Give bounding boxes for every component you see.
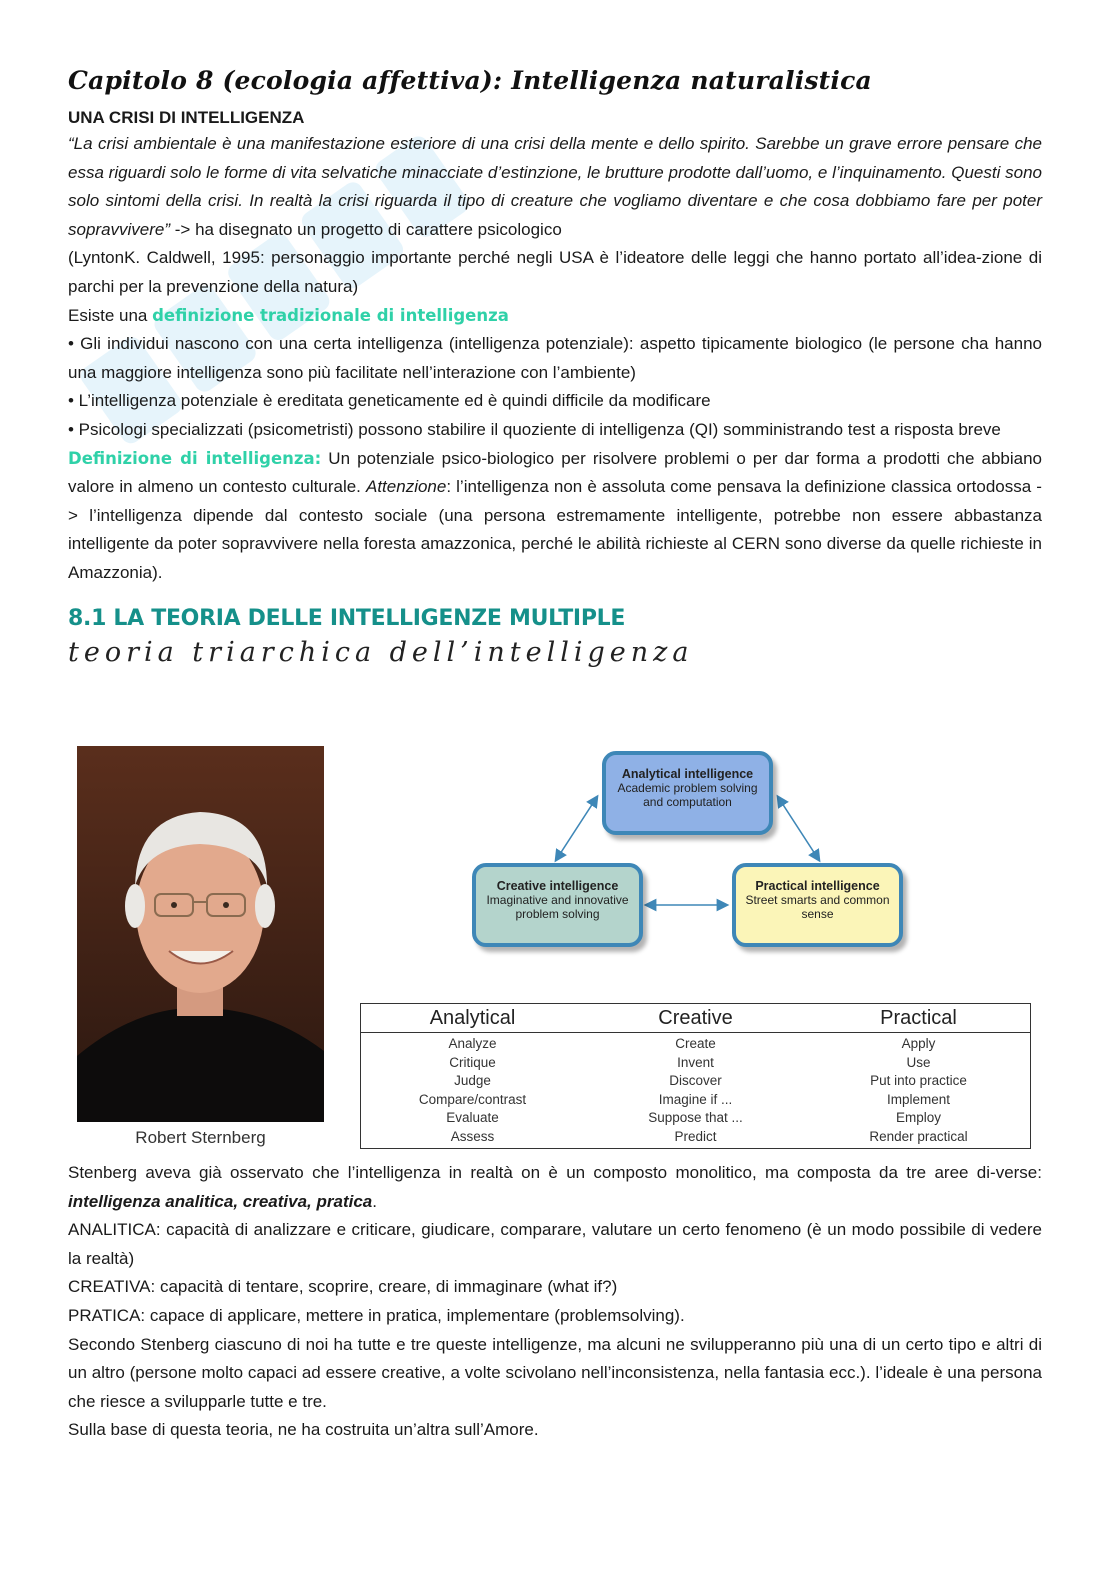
triarchic-diagram <box>460 745 920 960</box>
section-heading-crisi: UNA CRISI DI INTELLIGENZA <box>68 108 305 127</box>
three-areas-text: Stenberg aveva già osservato che l’intelligenza in realtà on è un composto monolitico, ma composta da tre aree di-verse: <box>68 1163 1042 1182</box>
table-body <box>361 1033 1030 1147</box>
table-cell: Render practical <box>869 1128 968 1144</box>
quote-paragraph <box>68 130 1042 244</box>
table-cell: Analyze <box>448 1036 497 1051</box>
secondo-paragraph: Secondo Stenberg ciascuno di noi ha tutte e tre queste intelligenze, ma alcuni ne svilupperanno più una di un certo tipo e altri di un altro (persone molto capaci ad essere creative, a volte scivolano nell’inconsistenza, nella fantasia ecc.). l’ideale è una persona che riesce a svilupparle tutte e tre. <box>68 1334 1042 1411</box>
box-creative <box>472 863 643 947</box>
box-practical <box>732 863 903 947</box>
creative-desc: Imaginative and innovative problem solving <box>486 893 629 921</box>
table-cell: Create <box>675 1036 716 1051</box>
definition-text-2: : l’intelligenza non è assoluta come pensava la definizione classica ortodossa -> l’intelligenza dipende dal contesto sociale (una persona estremamente intelligente, potrebbe non essere abbastanza intelligente da poter sopravvivere nella foresta amazzonica, perché le abilità richieste al CERN sono diverse da quelle richieste in Amazzonia). <box>68 477 1042 582</box>
table-header-row <box>361 1004 1030 1033</box>
analytical-title: Analytical intelligence <box>621 767 754 781</box>
sternberg-photo <box>77 746 324 1122</box>
sternberg-photo-block <box>77 746 324 1148</box>
quote-after: -> ha disegnato un progetto di carattere psicologico <box>170 219 562 239</box>
creative-title: Creative intelligence <box>496 879 619 893</box>
table-cell: Implement <box>886 1091 951 1107</box>
analytical-desc: Academic problem solving and computation <box>617 781 758 809</box>
table-cell: Use <box>906 1054 931 1070</box>
arrow-analytical-practical <box>780 800 817 857</box>
analitica-paragraph: ANALITICA: capacità di analizzare e criticare, giudicare, comparare, valutare un certo fenomeno (è un modo possibile di vedere la realtà) <box>68 1220 1042 1268</box>
def-trad-intro: Esiste una <box>68 305 153 325</box>
bullet-item-2: • L’intelligenza potenziale è ereditata geneticamente ed è quindi difficile da modificare <box>68 391 711 411</box>
def-trad-highlight: definizione tradizionale di intelligenza <box>152 305 509 325</box>
column-practical <box>807 1033 1030 1147</box>
table-cell: Assess <box>450 1128 495 1144</box>
bullet-item-3: • Psicologi specializzati (psicometristi) possono stabilire il quoziente di intelligenza (QI) somministrando test a risposta breve <box>68 419 1001 439</box>
last-paragraph: Sulla base di questa teoria, ne ha costruita un’altra sull’Amore. <box>68 1420 539 1440</box>
photo-caption: Robert Sternberg <box>135 1128 266 1147</box>
header-creative: Creative <box>658 1007 733 1029</box>
three-areas-end: . <box>372 1191 377 1211</box>
creativa-paragraph: CREATIVA: capacità di tentare, scoprire, creare, di immaginare (what if?) <box>68 1277 618 1297</box>
chapter-title: Capitolo 8 (ecologia affettiva): Intelligenza naturalistica <box>68 66 872 95</box>
box-analytical <box>602 751 773 835</box>
table-cell: Apply <box>901 1036 936 1051</box>
table-cell: Employ <box>895 1110 941 1126</box>
table-cell: Put into practice <box>870 1073 967 1089</box>
table-cell: Compare/contrast <box>418 1091 527 1107</box>
three-areas-bold: intelligenza analitica, creativa, pratica <box>68 1191 373 1211</box>
skills-table <box>360 1003 1031 1149</box>
table-cell: Suppose that ... <box>648 1110 743 1126</box>
table-cell: Invent <box>677 1054 714 1070</box>
definition-label: Definizione di intelligenza: <box>68 448 322 468</box>
table-cell: Discover <box>669 1073 722 1089</box>
def-trad-line <box>68 302 1042 331</box>
definition-paragraph <box>68 445 1042 588</box>
column-analytical <box>361 1033 584 1147</box>
header-practical: Practical <box>880 1007 957 1029</box>
pratica-paragraph: PRATICA: capace di applicare, mettere in pratica, implementare (problemsolving). <box>68 1305 685 1325</box>
upper-content <box>68 66 1042 668</box>
practical-title: Practical intelligence <box>755 879 880 893</box>
section-heading-multiple: 8.1 LA TEORIA DELLE INTELLIGENZE MULTIPLE <box>68 605 626 631</box>
portrait-illustration <box>77 746 324 1122</box>
bullet-item-1: • Gli individui nascono con una certa intelligenza (intelligenza potenziale): aspetto tipicamente biologico (le persone cha hanno una maggiore intelligenza sono più facilitate nell’interazione con l’ambiente) <box>68 334 1042 382</box>
definition-text-1: Un potenziale psico-biologico per risolvere problemi o per dar forma a prodotti che abbiano valore in almeno un contesto culturale. <box>68 448 1042 497</box>
author-note: (LyntonK. Caldwell, 1995: personaggio importante perché negli USA è l’ideatore delle leggi che hanno portato all’idea-zione di parchi per la prevenzione della natura) <box>68 248 1042 296</box>
table-cell: Judge <box>454 1073 491 1089</box>
three-areas-paragraph <box>68 1159 1042 1216</box>
table-cell: Critique <box>449 1054 496 1070</box>
header-analytical: Analytical <box>429 1007 516 1029</box>
attention-word: Attenzione <box>366 477 447 497</box>
table-cell: Predict <box>674 1128 717 1144</box>
practical-desc: Street smarts and common sense <box>745 893 890 921</box>
quote-text: “La crisi ambientale è una manifestazione esteriore di una crisi della mente e dello spirito. Sarebbe un grave errore pensare che essa riguardi solo le forme di vita selvatiche minacciate d’estinzione, le brutture prodotte dall’uomo, e l’inquinamento. Questi sono solo sintomi della crisi. In realtà la crisi riguarda il tipo di creature che vogliamo diventare e che cosa dobbiamo fare per poter sopravvivere” <box>68 134 1042 239</box>
handwritten-title: teoria triarchica dell’intelligenza <box>68 636 694 668</box>
arrow-analytical-creative <box>558 800 595 857</box>
table-cell: Evaluate <box>446 1110 499 1126</box>
lower-content <box>68 1159 1042 1445</box>
column-creative <box>584 1033 807 1147</box>
table-cell: Imagine if ... <box>658 1091 733 1107</box>
